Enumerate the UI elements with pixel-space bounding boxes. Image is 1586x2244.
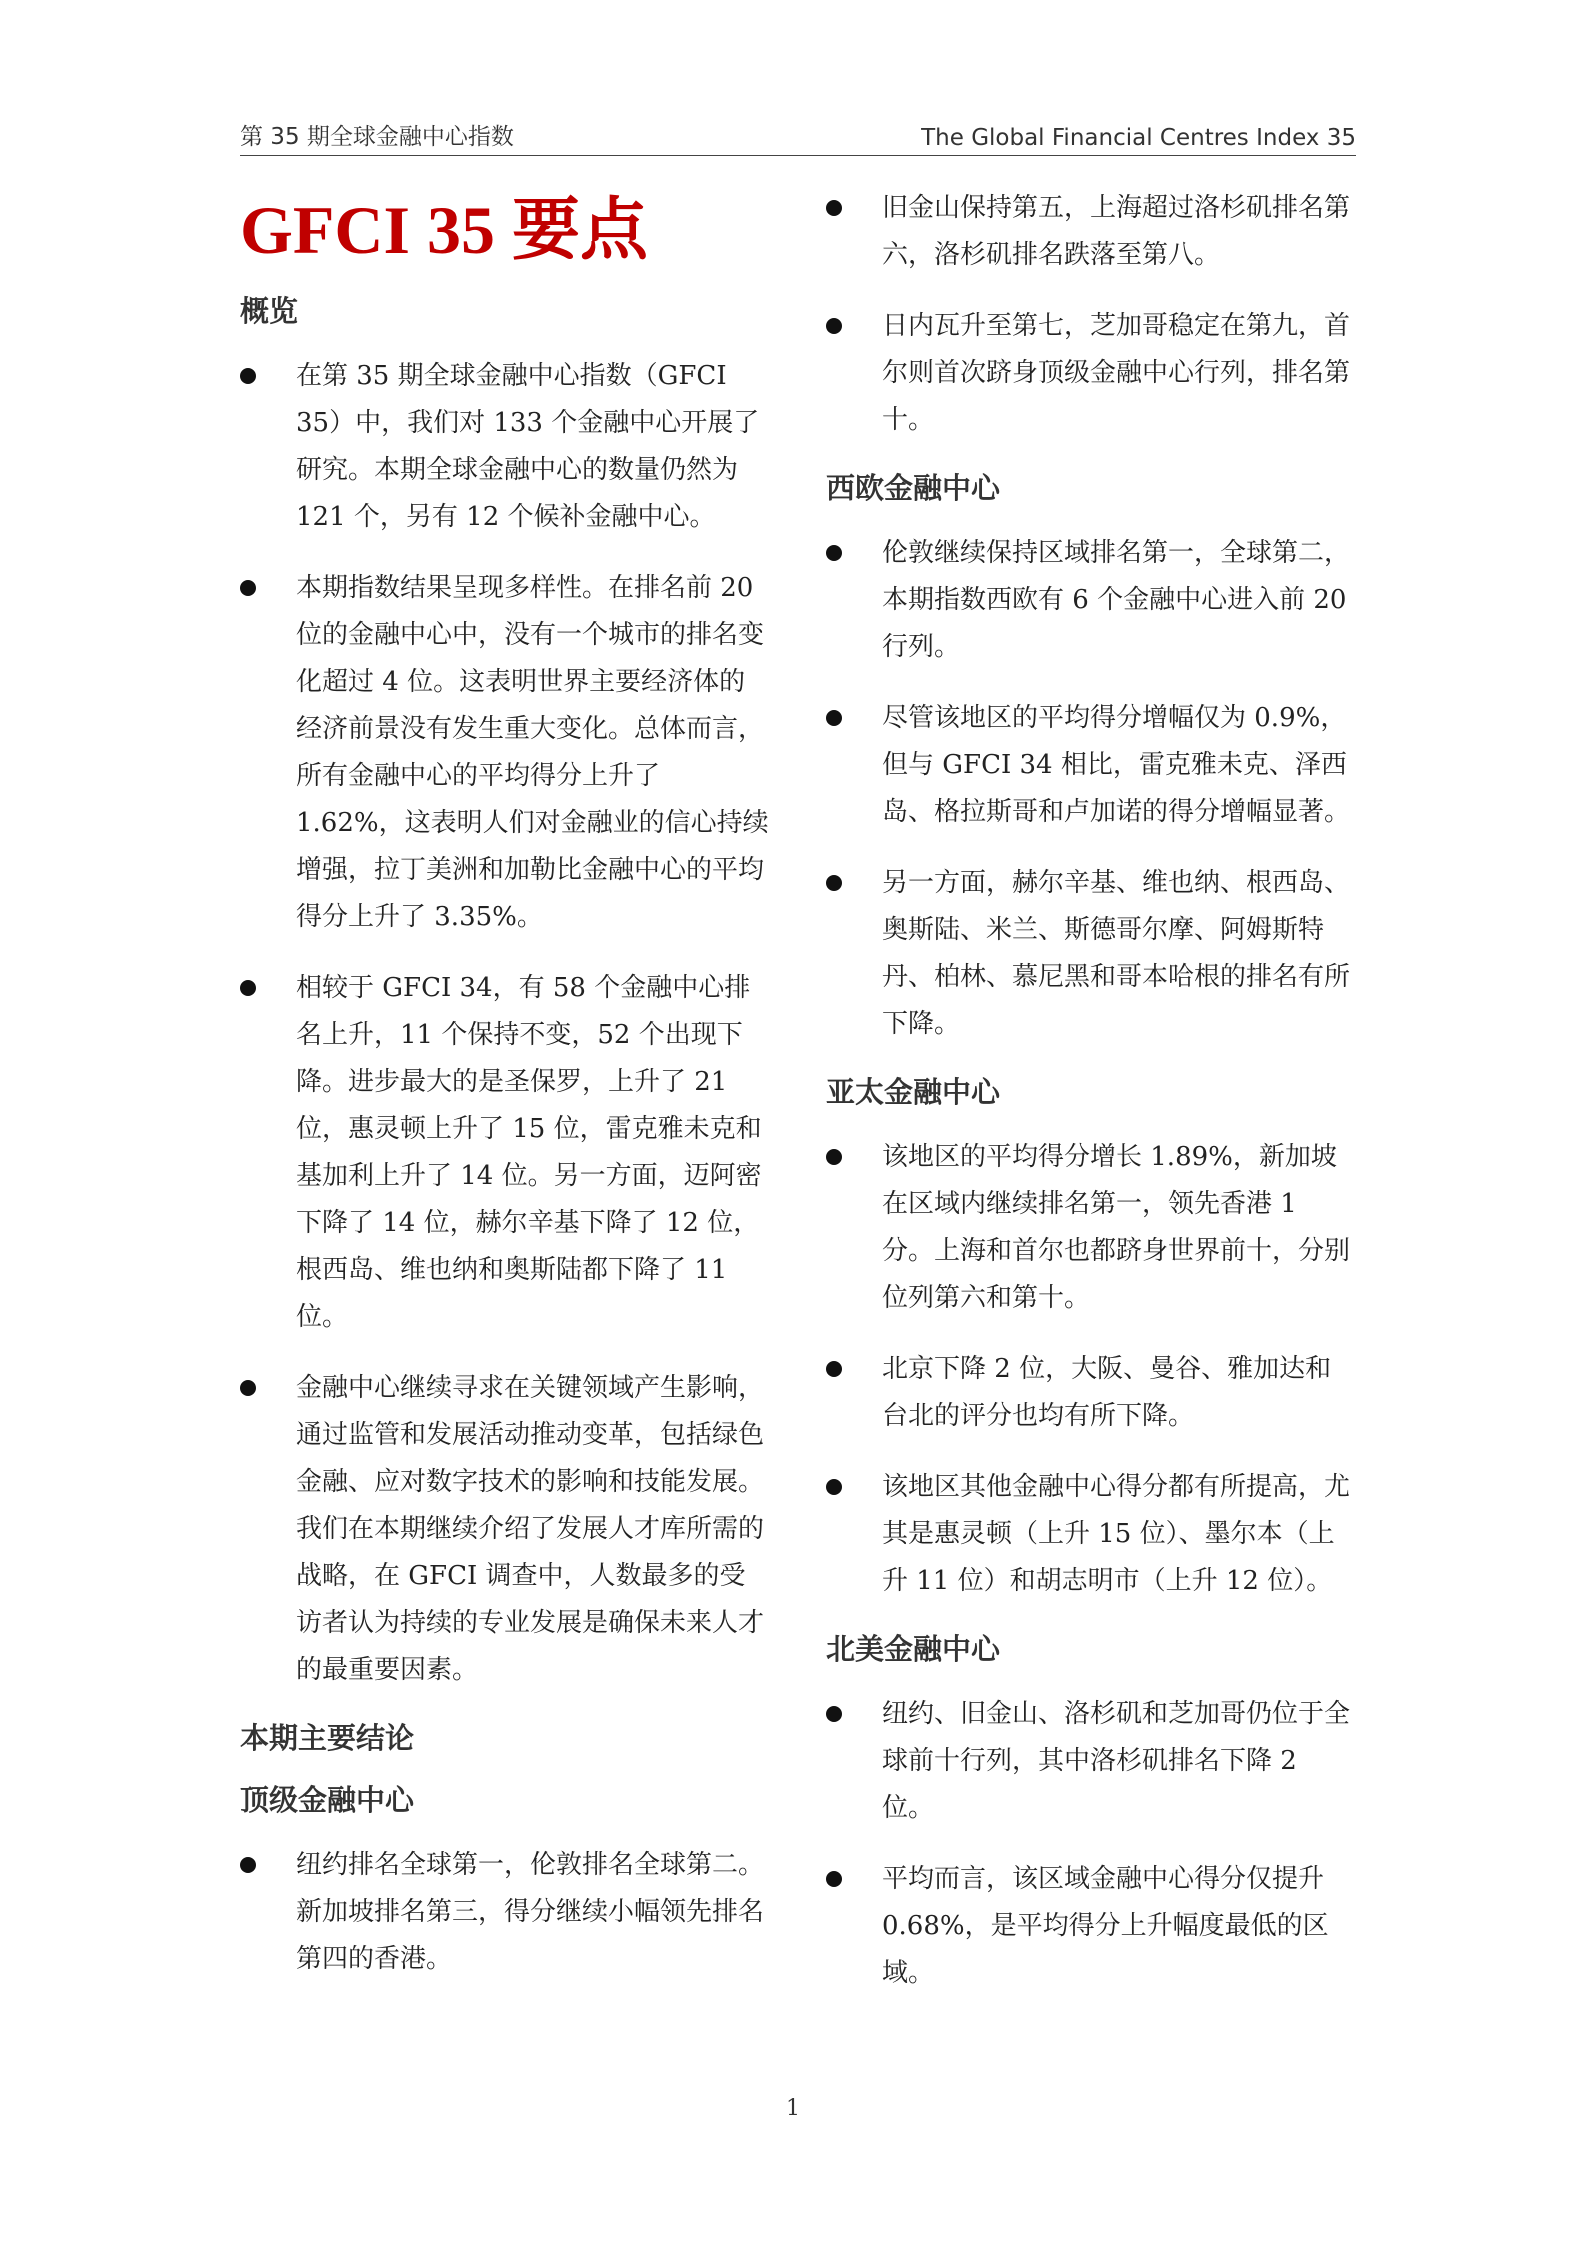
asia-pacific-list — [826, 1134, 1356, 1605]
bullet-icon — [826, 200, 842, 216]
list-item — [826, 1346, 1356, 1440]
bullet-icon — [240, 580, 256, 596]
list-item-text: 另一方面，赫尔辛基、维也纳、根西岛、奥斯陆、米兰、斯德哥尔摩、阿姆斯特丹、柏林、慕尼黑和哥本哈根的排名有所下降。 — [882, 868, 1351, 1039]
list-item — [240, 1365, 770, 1694]
list-item — [826, 185, 1356, 279]
north-america-list — [826, 1691, 1356, 1997]
bullet-icon — [240, 1380, 256, 1396]
list-item-text: 本期指数结果呈现多样性。在排名前 20 位的金融中心中，没有一个城市的排名变化超过 4 位。这表明世界主要经济体的经济前景没有发生重大变化。总体而言，所有金融中心的平均得分上升了 1.62%，这表明人们对金融业的信心持续增强，拉丁美洲和加勒比金融中心的平均得分上升了 3.35%。 — [296, 573, 769, 932]
section-heading-asia-pacific: 亚太金融中心 — [826, 1075, 1001, 1109]
section-heading-north-america: 北美金融中心 — [826, 1632, 1001, 1666]
list-item-text: 平均而言，该区域金融中心得分仅提升 0.68%，是平均得分上升幅度最低的区域。 — [882, 1864, 1329, 1988]
section-heading-overview: 概览 — [240, 294, 299, 328]
list-item — [826, 695, 1356, 836]
bullet-icon — [240, 1857, 256, 1873]
list-item-text: 纽约排名全球第一，伦敦排名全球第二。新加坡排名第三，得分继续小幅领先排名第四的香港。 — [296, 1850, 765, 1974]
running-header — [240, 116, 1356, 156]
list-item — [826, 1464, 1356, 1605]
header-left: 第 35 期全球金融中心指数 — [240, 124, 514, 150]
bullet-icon — [826, 1361, 842, 1377]
right-column — [826, 185, 1356, 2021]
page-number: 1 — [786, 2096, 800, 2121]
list-item-text: 该地区其他金融中心得分都有所提高，尤其是惠灵顿（上升 15 位）、墨尔本（上升 11 位）和胡志明市（上升 12 位）。 — [882, 1472, 1351, 1596]
western-europe-list — [826, 530, 1356, 1048]
list-item — [826, 1856, 1356, 1997]
bullet-icon — [826, 1149, 842, 1165]
section-heading-top-centres: 顶级金融中心 — [240, 1783, 415, 1817]
list-item — [240, 1842, 770, 1983]
list-item-text: 伦敦继续保持区域排名第一，全球第二，本期指数西欧有 6 个金融中心进入前 20 行列。 — [882, 538, 1351, 662]
bullet-icon — [826, 545, 842, 561]
header-right: The Global Financial Centres Index 35 — [921, 125, 1356, 151]
list-item — [826, 860, 1356, 1048]
list-item — [240, 353, 770, 541]
overview-list — [240, 353, 770, 1694]
list-item-text: 纽约、旧金山、洛杉矶和芝加哥仍位于全球前十行列，其中洛杉矶排名下降 2 位。 — [882, 1699, 1351, 1823]
bullet-icon — [826, 710, 842, 726]
bullet-icon — [826, 1706, 842, 1722]
bullet-icon — [826, 875, 842, 891]
list-item — [240, 965, 770, 1341]
list-item — [826, 303, 1356, 444]
list-item-text: 该地区的平均得分增长 1.89%，新加坡在区域内继续排名第一，领先香港 1 分。上海和首尔也都跻身世界前十，分别位列第六和第十。 — [882, 1142, 1351, 1313]
list-item-text: 金融中心继续寻求在关键领域产生影响，通过监管和发展活动推动变革，包括绿色金融、应对数字技术的影响和技能发展。我们在本期继续介绍了发展人才库所需的战略，在 GFCI 调查中，人数最多的受访者认为持续的专业发展是确保未来人才的最重要因素。 — [296, 1373, 765, 1685]
list-item — [826, 1134, 1356, 1322]
section-heading-conclusions: 本期主要结论 — [240, 1721, 415, 1755]
list-item-text: 旧金山保持第五，上海超过洛杉矶排名第六，洛杉矶排名跌落至第八。 — [882, 193, 1351, 270]
top-centres-list — [240, 1842, 770, 1983]
bullet-icon — [826, 1871, 842, 1887]
section-heading-western-europe: 西欧金融中心 — [826, 471, 1001, 505]
bullet-icon — [826, 318, 842, 334]
list-item-text: 在第 35 期全球金融中心指数（GFCI 35）中，我们对 133 个金融中心开展了研究。本期全球金融中心的数量仍然为 121 个，另有 12 个候补金融中心。 — [296, 361, 760, 532]
list-item — [826, 1691, 1356, 1832]
bullet-icon — [826, 1479, 842, 1495]
bullet-icon — [240, 368, 256, 384]
list-item — [240, 565, 770, 941]
list-item — [826, 530, 1356, 671]
list-item-text: 尽管该地区的平均得分增幅仅为 0.9%，但与 GFCI 34 相比，雷克雅未克、泽西岛、格拉斯哥和卢加诺的得分增幅显著。 — [882, 703, 1351, 827]
list-item-text: 相较于 GFCI 34，有 58 个金融中心排名上升，11 个保持不变，52 个出现下降。进步最大的是圣保罗，上升了 21 位，惠灵顿上升了 15 位，雷克雅未克和基加利上升了 14 位。另一方面，迈阿密下降了 14 位，赫尔辛基下降了 12 位，根西岛、维也纳和奥斯陆都下降了 11 位。 — [296, 973, 762, 1332]
list-item-text: 日内瓦升至第七，芝加哥稳定在第九，首尔则首次跻身顶级金融中心行列，排名第十。 — [882, 311, 1351, 435]
top-centres-list-continued — [826, 185, 1356, 444]
bullet-icon — [240, 980, 256, 996]
page-title: GFCI 35 要点 — [240, 192, 649, 268]
list-item-text: 北京下降 2 位，大阪、曼谷、雅加达和台北的评分也均有所下降。 — [882, 1354, 1332, 1431]
left-column — [240, 185, 770, 2007]
